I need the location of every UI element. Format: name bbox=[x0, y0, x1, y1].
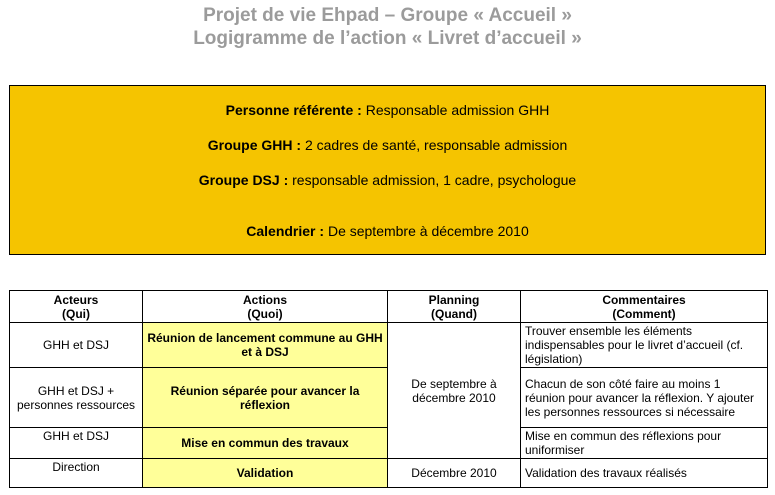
info-box bbox=[9, 85, 766, 255]
cell-acteurs: GHH et DSJ + personnes ressources bbox=[10, 368, 143, 428]
cell-commentaire: Validation des travaux réalisés bbox=[521, 459, 768, 488]
cell-planning: Décembre 2010 bbox=[388, 459, 521, 488]
referente-label: Personne référente : bbox=[225, 102, 362, 118]
dsj-value: responsable admission, 1 cadre, psychologue bbox=[288, 172, 577, 188]
ghh-value: 2 cadres de santé, responsable admission bbox=[301, 137, 568, 153]
table-row bbox=[10, 459, 768, 488]
header-commentaires: Commentaires (Comment) bbox=[521, 291, 768, 323]
table-header-row bbox=[10, 291, 768, 323]
ghh-label: Groupe GHH : bbox=[207, 137, 302, 153]
cell-commentaire: Chacun de son côté faire au moins 1 réunion pour avancer la réflexion. Y ajouter les personnes ressources si nécessaire bbox=[521, 368, 768, 428]
table-row bbox=[10, 323, 768, 368]
header-planning: Planning (Quand) bbox=[388, 291, 521, 323]
dsj-label: Groupe DSJ : bbox=[198, 172, 289, 188]
dsj-line bbox=[10, 172, 765, 188]
action-table bbox=[9, 290, 768, 488]
referente-line bbox=[10, 102, 765, 118]
cell-acteurs: Direction bbox=[10, 459, 143, 488]
cell-planning: De septembre à décembre 2010 bbox=[388, 323, 521, 459]
cell-action: Mise en commun des travaux bbox=[143, 428, 388, 459]
referente-value: Responsable admission GHH bbox=[361, 102, 550, 118]
document-subtitle: Logigramme de l’action « Livret d’accueil » bbox=[193, 28, 582, 49]
calendrier-label: Calendrier : bbox=[246, 223, 325, 239]
cell-acteurs: GHH et DSJ bbox=[10, 323, 143, 368]
calendrier-line bbox=[10, 223, 765, 239]
cell-commentaire: Trouver ensemble les éléments indispensables pour le livret d’accueil (cf. législation) bbox=[521, 323, 768, 368]
header-actions: Actions (Quoi) bbox=[143, 291, 388, 323]
cell-action: Réunion séparée pour avancer la réflexion bbox=[143, 368, 388, 428]
ghh-line bbox=[10, 137, 765, 153]
cell-commentaire: Mise en commun des réflexions pour uniformiser bbox=[521, 428, 768, 459]
cell-action: Validation bbox=[143, 459, 388, 488]
calendrier-value: De septembre à décembre 2010 bbox=[324, 223, 529, 239]
document-title: Projet de vie Ehpad – Groupe « Accueil » bbox=[203, 5, 572, 26]
cell-acteurs: GHH et DSJ bbox=[10, 428, 143, 459]
header-acteurs: Acteurs (Qui) bbox=[10, 291, 143, 323]
cell-action: Réunion de lancement commune au GHH et à DSJ bbox=[143, 323, 388, 368]
